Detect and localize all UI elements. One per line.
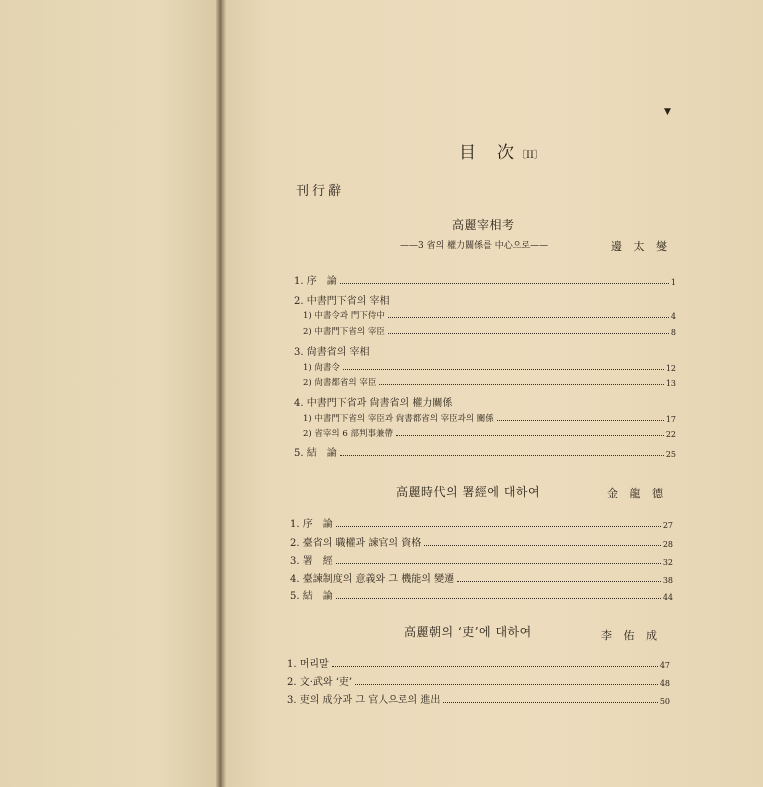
entry-label: 3. 署 經 (290, 556, 333, 567)
essay-3-entry-1 (287, 655, 670, 670)
entry-label: 2) 省宰의 6 部判事兼帶 (303, 429, 393, 439)
leader-dots (379, 384, 663, 385)
essay-1-entry-6 (303, 361, 676, 373)
entry-page: 13 (665, 379, 676, 388)
essay-2-entry-3 (290, 552, 673, 567)
entry-page: 25 (665, 450, 676, 459)
essay-1-entry-10 (303, 427, 676, 439)
entry-label: 1. 머리말 (287, 659, 329, 670)
entry-page: 47 (659, 661, 670, 670)
entry-page: 48 (659, 679, 670, 688)
essay-2-title: 高麗時代의 署經에 대하여 (396, 485, 541, 499)
entry-label: 3. 吏의 成分과 그 官人으로의 進出 (287, 695, 441, 706)
essay-1-subtitle: ——3 省의 權力關係를 中心으로—— (400, 241, 549, 251)
essay-1-entry-11 (294, 444, 676, 459)
toc-title-text: 目 次 (459, 143, 517, 163)
entry-page: 27 (662, 521, 673, 530)
entry-page: 32 (662, 558, 673, 567)
leader-dots (343, 369, 664, 370)
leader-dots (355, 684, 658, 685)
essay-1-entry-7 (303, 376, 676, 388)
entry-page: 50 (659, 697, 670, 706)
essay-2-entry-5 (290, 587, 673, 602)
entry-label: 2) 尙書都省의 宰臣 (303, 378, 377, 388)
essay-1-entry-2 (294, 292, 390, 307)
entry-label: 4. 臺諫制度의 意義와 그 機能의 變遷 (290, 574, 455, 585)
book-gutter (216, 0, 226, 787)
entry-label: 1. 序 論 (290, 519, 333, 530)
entry-label: 1) 尙書令 (303, 363, 340, 373)
essay-3-author: 李 佑 成 (601, 629, 661, 642)
entry-label: 4. 中書門下省과 尙書省의 權力關係 (294, 398, 453, 409)
leader-dots (340, 455, 664, 456)
essay-1-entry-4 (303, 325, 676, 337)
entry-label: 2. 臺省의 職權과 諫官의 資格 (290, 538, 422, 549)
entry-label: 5. 結 論 (294, 448, 337, 459)
essay-1-entry-3 (303, 309, 676, 321)
essay-2-author: 金 龍 德 (607, 487, 667, 500)
essay-1-entry-8 (294, 394, 452, 409)
entry-page: 17 (665, 415, 676, 424)
toc-title (0, 138, 763, 163)
essay-2-entry-1 (290, 515, 673, 530)
leader-dots (424, 545, 661, 546)
leader-dots (457, 581, 661, 582)
entry-page: 12 (665, 364, 676, 373)
essay-1-entry-5 (294, 343, 370, 358)
essay-1-title: 高麗宰相考 (452, 218, 515, 232)
essay-1-entry-9 (303, 412, 676, 424)
entry-page: 8 (670, 328, 676, 337)
entry-page: 1 (670, 278, 676, 287)
entry-page: 44 (662, 593, 673, 602)
leader-dots (340, 283, 669, 284)
leader-dots (443, 702, 657, 703)
page-mark: ▼ (664, 107, 671, 117)
leader-dots (388, 333, 669, 334)
entry-label: 1. 序 論 (294, 276, 337, 287)
leader-dots (336, 563, 661, 564)
toc-volume: 〔II〕 (516, 150, 544, 161)
entry-label: 5. 結 論 (290, 591, 333, 602)
left-blank-page (0, 0, 222, 787)
essay-3-entry-3 (287, 691, 670, 706)
entry-label: 3. 尙書省의 宰相 (294, 347, 370, 358)
entry-label: 2. 中書門下省의 宰相 (294, 296, 390, 307)
entry-page: 22 (665, 430, 676, 439)
entry-label: 1) 中書門下省의 宰臣과 尙書都省의 宰臣과의 關係 (303, 414, 494, 424)
entry-label: 2. 文·武와 ‘吏’ (287, 677, 353, 688)
entry-label: 2) 中書門下省의 宰臣 (303, 327, 385, 337)
leader-dots (336, 526, 661, 527)
leader-dots (497, 420, 664, 421)
entry-label: 1) 中書令과 門下侍中 (303, 311, 385, 321)
leader-dots (396, 435, 664, 436)
leader-dots (388, 317, 669, 318)
entry-page: 38 (662, 576, 673, 585)
essay-3-title: 高麗朝의 ‘吏’에 대하여 (404, 625, 532, 639)
leader-dots (336, 598, 661, 599)
entry-page: 28 (662, 540, 673, 549)
leader-dots (332, 666, 658, 667)
essay-1-entry-1 (294, 272, 676, 287)
essay-2-entry-4 (290, 570, 673, 585)
preface-entry: 刊行辭 (296, 184, 345, 199)
entry-page: 4 (670, 312, 676, 321)
essay-2-entry-2 (290, 534, 673, 549)
essay-3-entry-2 (287, 673, 670, 688)
essay-1-author: 邊 太 燮 (611, 240, 671, 253)
